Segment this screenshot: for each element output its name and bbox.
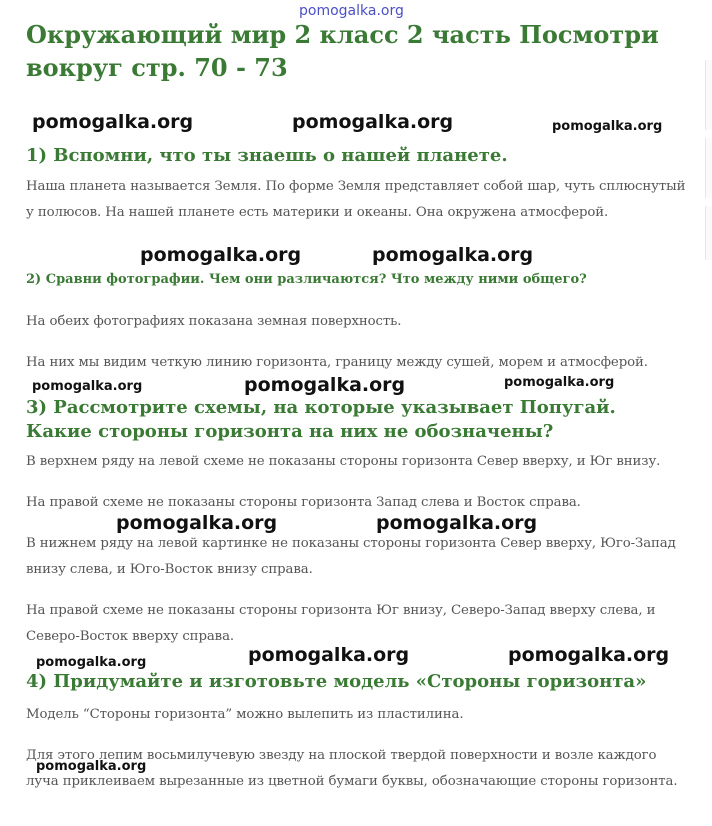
page-title: Окружающий мир 2 класс 2 часть Посмотри вокруг стр. 70 - 73	[26, 20, 659, 82]
watermark: pomogalka.org	[36, 655, 147, 670]
section-heading-4: 4) Придумайте и изготовьте модель «Стороны горизонта»	[26, 671, 647, 692]
section-heading-2: 2) Сравни фотографии. Чем они различаются? Что между ними общего?	[26, 272, 587, 287]
watermark: pomogalka.org	[32, 379, 143, 394]
watermark: pomogalka.org	[244, 374, 406, 396]
page-edge-shadow	[705, 60, 712, 130]
watermark: pomogalka.org	[248, 644, 410, 666]
watermark: pomogalka.org	[32, 111, 194, 133]
section-1-paragraph-1: Наша планета называется Земля. По форме Земля представляет собой шар, чуть сплюснутый у полюсов. На нашей планете есть материки и океаны. Она окружена атмосферой.	[26, 179, 686, 220]
watermark: pomogalka.org	[508, 644, 670, 666]
page-edge-shadow	[705, 138, 712, 198]
section-3-paragraph-2: На правой схеме не показаны стороны горизонта Запад слева и Восток справа.	[26, 495, 581, 510]
section-4-paragraph-2: Для этого лепим восьмилучевую звезду на плоской твердой поверхности и возле каждого луча приклеиваем вырезанные из цветной бумаги буквы, обозначающие стороны горизонта.	[26, 748, 678, 789]
section-3-paragraph-1: В верхнем ряду на левой схеме не показаны стороны горизонта Север вверху, и Юг внизу.	[26, 454, 661, 469]
section-heading-1: 1) Вспомни, что ты знаешь о нашей планете.	[26, 145, 508, 166]
watermark: pomogalka.org	[116, 512, 278, 534]
watermark: pomogalka.org	[140, 244, 302, 266]
watermark: pomogalka.org	[504, 375, 615, 390]
watermark: pomogalka.org	[299, 3, 404, 19]
watermark: pomogalka.org	[36, 759, 147, 774]
section-2-paragraph-1: На обеих фотографиях показана земная поверхность.	[26, 314, 402, 329]
section-3-paragraph-4: На правой схеме не показаны стороны горизонта Юг внизу, Северо-Запад вверху слева, и Северо-Восток вверху справа.	[26, 603, 656, 644]
section-2-paragraph-2: На них мы видим четкую линию горизонта, границу между сушей, морем и атмосферой.	[26, 355, 648, 370]
watermark: pomogalka.org	[552, 119, 663, 134]
section-heading-3: 3) Рассмотрите схемы, на которые указывает Попугай. Какие стороны горизонта на них не обозначены?	[26, 397, 616, 442]
page-edge-shadow	[705, 206, 712, 260]
watermark: pomogalka.org	[372, 244, 534, 266]
watermark: pomogalka.org	[376, 512, 538, 534]
section-3-paragraph-3: В нижнем ряду на левой картинке не показаны стороны горизонта Север вверху, Юго-Запад внизу слева, и Юго-Восток внизу справа.	[26, 536, 676, 577]
watermark: pomogalka.org	[292, 111, 454, 133]
section-4-paragraph-1: Модель “Стороны горизонта” можно вылепить из пластилина.	[26, 707, 464, 722]
